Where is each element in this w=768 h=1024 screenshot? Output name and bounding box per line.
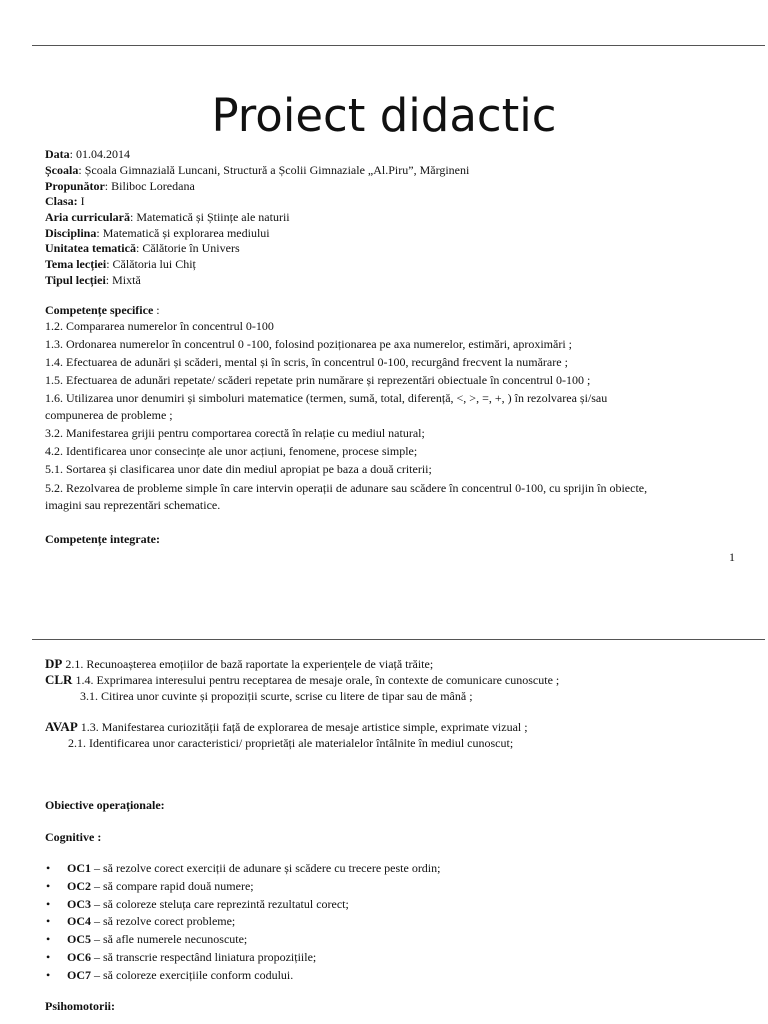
field-unitatea bbox=[45, 240, 240, 256]
integrated-text: 2.1. Recunoașterea emoțiilor de bază raportate la experiențele de viață trăite; bbox=[62, 657, 434, 671]
top-rule bbox=[32, 45, 765, 46]
bullet-icon: • bbox=[46, 950, 51, 964]
objective-item bbox=[67, 913, 235, 929]
bullet-icon: • bbox=[46, 879, 51, 893]
field-label: Școala bbox=[45, 163, 79, 177]
area-label: DP bbox=[45, 656, 63, 671]
integrated-text: 3.1. Citirea unor cuvinte și propoziții scurte, scrise cu litere de tipar sau de mână ; bbox=[80, 689, 473, 703]
competence-item: 1.4. Efectuarea de adunări și scăderi, mental și în scris, în concentrul 0-100, recurgând frecvent la numărare ; bbox=[45, 355, 568, 369]
field-tipul bbox=[45, 272, 141, 288]
competence-item: 5.2. Rezolvarea de probleme simple în care intervin operații de adunare sau scădere în concentrul 0-100, cu sprijin în obiecte, bbox=[45, 481, 648, 495]
area-label: AVAP bbox=[45, 719, 78, 734]
objective-code: OC4 bbox=[67, 914, 91, 928]
field-label: Unitatea tematică bbox=[45, 241, 136, 255]
integrated-heading bbox=[45, 531, 160, 547]
integrated-text: 1.3. Manifestarea curiozității față de explorarea de mesaje artistice simple, exprimate vizual ; bbox=[77, 720, 528, 734]
field-value: I bbox=[80, 194, 85, 208]
objectives-heading bbox=[45, 797, 165, 813]
competence-item: 1.3. Ordonarea numerelor în concentrul 0 -100, folosind poziționarea pe axa numerelor, estimări, aproximări ; bbox=[45, 337, 573, 351]
field-value: Biliboc Loredana bbox=[111, 179, 195, 193]
field-label: Tema lecției bbox=[45, 257, 107, 271]
bullet-icon: • bbox=[46, 897, 51, 911]
section-heading: Competențe specifice bbox=[45, 303, 154, 317]
field-value: Călătoria lui Chiț bbox=[112, 257, 196, 271]
competence-item: 1.2. Compararea numerelor în concentrul 0-100 bbox=[45, 319, 274, 333]
objective-code: OC1 bbox=[67, 861, 91, 875]
document-title: Proiect didactic bbox=[211, 89, 557, 142]
objective-text: – să rezolve corect probleme; bbox=[91, 914, 236, 928]
integrated-item bbox=[45, 672, 559, 688]
page-number: 1 bbox=[729, 550, 735, 564]
competence-item: imagini sau reprezentări schematice. bbox=[45, 498, 221, 512]
competence-item: 1.5. Efectuarea de adunări repetate/ scăderi repetate prin numărare și reprezentări obiectuale în concentrul 0-100 ; bbox=[45, 373, 591, 387]
field-aria bbox=[45, 209, 290, 225]
field-sep: : bbox=[78, 163, 85, 177]
objective-code: OC5 bbox=[67, 932, 91, 946]
competence-item: 4.2. Identificarea unor consecințe ale unor acțiuni, fenomene, procese simple; bbox=[45, 444, 418, 458]
competence-item: compunerea de probleme ; bbox=[45, 408, 173, 422]
field-value: Matematică și explorarea mediului bbox=[102, 226, 270, 240]
integrated-text: 1.4. Exprimarea interesului pentru receptarea de mesaje orale, în contexte de comunicare cunoscute ; bbox=[72, 673, 560, 687]
objective-item bbox=[67, 949, 316, 965]
objective-text: – să rezolve corect exerciții de adunare și scădere cu trecere peste ordin; bbox=[91, 861, 441, 875]
competence-item: 1.6. Utilizarea unor denumiri și simboluri matematice (termen, sumă, total, diferență, <, >, =, +, ) în rezolvarea și/sau bbox=[45, 391, 608, 405]
bullet-icon: • bbox=[46, 932, 51, 946]
integrated-text: 2.1. Identificarea unor caracteristici/ proprietăți ale materialelor întâlnite în mediul cunoscut; bbox=[68, 736, 514, 750]
specific-heading-line bbox=[45, 302, 160, 318]
objective-item bbox=[67, 896, 349, 912]
field-propunator bbox=[45, 178, 195, 194]
section-heading: Competențe integrate: bbox=[45, 532, 160, 546]
objective-code: OC6 bbox=[67, 950, 91, 964]
bullet-icon: • bbox=[46, 861, 51, 875]
bullet-icon: • bbox=[46, 968, 51, 982]
field-label: Tipul lecției bbox=[45, 273, 106, 287]
field-label: Aria curriculară bbox=[45, 210, 130, 224]
objective-text: – să transcrie respectând liniatura propozițiile; bbox=[91, 950, 317, 964]
field-clasa bbox=[45, 193, 85, 209]
integrated-item bbox=[80, 688, 473, 704]
field-sep: : bbox=[96, 226, 103, 240]
psychomotor-heading bbox=[45, 998, 115, 1014]
section-heading: Obiective operaționale: bbox=[45, 798, 165, 812]
field-value: Călătorie în Univers bbox=[142, 241, 240, 255]
field-sep: : bbox=[135, 241, 143, 255]
objective-item bbox=[67, 878, 254, 894]
field-sep: : bbox=[69, 147, 77, 161]
field-sep: : bbox=[129, 210, 137, 224]
field-value: Mixtă bbox=[112, 273, 141, 287]
objective-text: – să compare rapid două numere; bbox=[91, 879, 254, 893]
field-value: Școala Gimnazială Luncani, Structură a Școlii Gimnaziale „Al.Piru”, Mărgineni bbox=[84, 163, 470, 177]
objective-text: – să afle numerele necunoscute; bbox=[91, 932, 248, 946]
section-heading: Cognitive : bbox=[45, 830, 102, 844]
objective-item bbox=[67, 967, 293, 983]
heading-tail: : bbox=[153, 303, 160, 317]
field-sep: : bbox=[105, 273, 113, 287]
field-disciplina bbox=[45, 225, 270, 241]
objective-item bbox=[67, 931, 247, 947]
field-value: Matematică și Științe ale naturii bbox=[136, 210, 290, 224]
integrated-item bbox=[68, 735, 513, 751]
integrated-item bbox=[45, 719, 528, 735]
competence-item: 3.2. Manifestarea grijii pentru comportarea corectă în relație cu mediul natural; bbox=[45, 426, 425, 440]
area-label: CLR bbox=[45, 672, 73, 687]
objective-text: – să coloreze exercițiile conform codului. bbox=[91, 968, 294, 982]
page-break-rule bbox=[32, 639, 765, 640]
bullet-icon: • bbox=[46, 914, 51, 928]
field-label: Propunător bbox=[45, 179, 105, 193]
objective-code: OC2 bbox=[67, 879, 91, 893]
field-label: Disciplina bbox=[45, 226, 97, 240]
field-sep: : bbox=[104, 179, 112, 193]
cognitive-heading bbox=[45, 829, 101, 845]
objective-code: OC3 bbox=[67, 897, 91, 911]
field-data bbox=[45, 146, 130, 162]
section-heading: Psihomotorii: bbox=[45, 999, 115, 1013]
competence-item: 5.1. Sortarea și clasificarea unor date din mediul apropiat pe baza a două criterii; bbox=[45, 462, 432, 476]
field-label: Data bbox=[45, 147, 70, 161]
objective-item bbox=[67, 860, 440, 876]
field-sep: : bbox=[106, 257, 113, 271]
field-tema bbox=[45, 256, 196, 272]
field-value: 01.04.2014 bbox=[76, 147, 131, 161]
objective-text: – să coloreze steluța care reprezintă rezultatul corect; bbox=[91, 897, 349, 911]
integrated-item bbox=[45, 656, 433, 672]
field-label: Clasa: bbox=[45, 194, 78, 208]
objective-code: OC7 bbox=[67, 968, 91, 982]
field-scoala bbox=[45, 162, 469, 178]
